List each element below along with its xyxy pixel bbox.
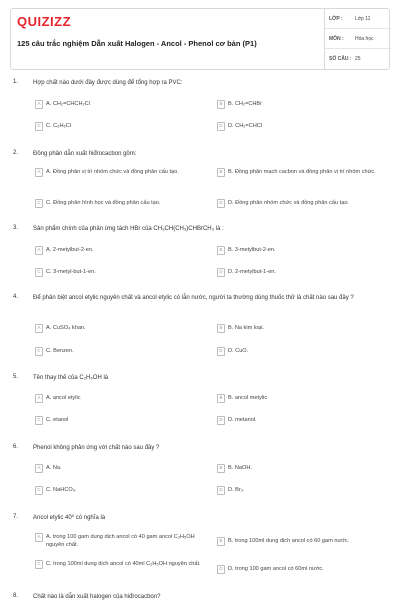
option-b[interactable] bbox=[217, 537, 388, 546]
question-number: 3. bbox=[13, 225, 19, 231]
option-d[interactable] bbox=[217, 199, 393, 208]
option-d[interactable] bbox=[217, 416, 378, 425]
option-text: A. CuSO₄ khan. bbox=[46, 325, 86, 331]
option-b[interactable] bbox=[217, 324, 378, 333]
option-b[interactable] bbox=[217, 464, 378, 473]
meta-row-class bbox=[325, 9, 391, 29]
option-a[interactable] bbox=[35, 324, 196, 333]
option-text: D. CH₂=CHCl bbox=[228, 123, 263, 129]
question-number: 4. bbox=[13, 294, 19, 300]
option-text: B. NaOH. bbox=[228, 465, 252, 471]
question-number: 5. bbox=[13, 374, 19, 380]
option-text: B. Na kim loại. bbox=[228, 325, 265, 331]
option-text: C. etanol bbox=[46, 417, 69, 423]
option-text: B. trong 100ml dung dịch ancol có 60 gam nước. bbox=[228, 538, 350, 544]
option-key-box: C bbox=[35, 560, 43, 569]
meta-value: Hóa học bbox=[355, 35, 374, 42]
option-c[interactable] bbox=[35, 560, 206, 569]
option-text: B. 3-metylbut-2-en. bbox=[228, 247, 276, 253]
question-text: Phenol không phản ứng với chất nào sau đây ? bbox=[33, 445, 160, 451]
option-a[interactable] bbox=[35, 464, 196, 473]
option-a[interactable] bbox=[35, 246, 196, 255]
option-text: C. C₆H₅Cl bbox=[46, 123, 72, 129]
option-text: D. trong 100 gam ancol có 60ml nước. bbox=[228, 566, 324, 572]
option-text: A. Na. bbox=[46, 465, 62, 471]
option-key-box: B bbox=[217, 394, 225, 403]
option-c[interactable] bbox=[35, 122, 196, 131]
option-text: A. 2-metylbut-2-en. bbox=[46, 247, 94, 253]
option-a[interactable] bbox=[35, 168, 196, 177]
option-b[interactable] bbox=[217, 394, 378, 403]
option-c[interactable] bbox=[35, 199, 216, 208]
option-text: C. Benzen. bbox=[46, 348, 74, 354]
option-text: D. metanol. bbox=[228, 417, 257, 423]
option-text: A. Đồng phân vị trí nhóm chức và đồng phân cấu tạo. bbox=[46, 169, 179, 175]
meta-label: LỚP : bbox=[329, 15, 343, 22]
option-key-box: A bbox=[35, 246, 43, 255]
question-number: 2. bbox=[13, 150, 19, 156]
quizizz-logo: QUIZIZZ bbox=[17, 14, 72, 29]
option-key-box: D bbox=[217, 565, 225, 574]
option-text: B. ancol metylic bbox=[228, 395, 268, 401]
option-text: C. Đồng phân hình học và đồng phân cấu tạo. bbox=[46, 200, 161, 206]
meta-value: 25 bbox=[355, 56, 361, 62]
option-key-box: A bbox=[35, 324, 43, 333]
option-key-box: C bbox=[35, 416, 43, 425]
option-c[interactable] bbox=[35, 486, 196, 495]
meta-label: MÔN : bbox=[329, 35, 344, 42]
meta-value: Lớp 11 bbox=[355, 15, 371, 22]
option-text: A. ancol etylic bbox=[46, 395, 81, 401]
option-text: C. 3-metyl-but-1-en. bbox=[46, 269, 96, 275]
option-b[interactable] bbox=[217, 168, 378, 177]
option-key-box: C bbox=[35, 268, 43, 277]
option-b[interactable] bbox=[217, 246, 378, 255]
option-key-box: D bbox=[217, 486, 225, 495]
option-key-box: B bbox=[217, 246, 225, 255]
option-key-box: C bbox=[35, 122, 43, 131]
option-text: D. Đồng phân nhóm chức và đồng phân cấu tạo. bbox=[228, 200, 349, 206]
option-a[interactable] bbox=[35, 100, 196, 109]
option-key-box: D bbox=[217, 347, 225, 356]
question-text: Sản phẩm chính của phản ứng tách HBr của CH₃CH(CH₃)CHBrCH₃ là : bbox=[33, 226, 224, 232]
option-key-box: C bbox=[35, 199, 43, 208]
option-key-box: D bbox=[217, 416, 225, 425]
option-c[interactable] bbox=[35, 268, 196, 277]
option-key-box: A bbox=[35, 100, 43, 109]
meta-label: SỐ CÂU : bbox=[329, 56, 352, 62]
question-text: Ancol etylic 40⁰ có nghĩa là bbox=[33, 515, 106, 521]
option-key-box: B bbox=[217, 537, 225, 546]
option-text: D. Br₂. bbox=[228, 487, 245, 493]
option-d[interactable] bbox=[217, 347, 378, 356]
question-text: Hợp chất nào dưới đây được dùng để tổng hợp ra PVC: bbox=[33, 80, 183, 86]
option-d[interactable] bbox=[217, 565, 388, 574]
option-text: A. CH₂=CHCH₂Cl bbox=[46, 101, 90, 107]
option-key-box: B bbox=[217, 464, 225, 473]
option-text: C. trong 100ml dung dịch ancol có 40ml C₂H₅OH nguyên chất. bbox=[46, 561, 201, 567]
option-key-box: C bbox=[35, 486, 43, 495]
option-key-box: A bbox=[35, 168, 43, 177]
option-text: B. Đồng phân mạch cacbon và đồng phân vị trí nhóm chức. bbox=[228, 169, 376, 175]
option-c[interactable] bbox=[35, 347, 196, 356]
question-number: 8. bbox=[13, 593, 19, 599]
option-key-box: A bbox=[35, 394, 43, 403]
option-key-box: D bbox=[217, 199, 225, 208]
document-header bbox=[10, 8, 390, 70]
question-number: 7. bbox=[13, 514, 19, 520]
option-text: C. NaHCO₃. bbox=[46, 487, 77, 493]
question-text: Tên thay thế của C₂H₅OH là bbox=[33, 375, 109, 381]
option-d[interactable] bbox=[217, 122, 378, 131]
question-text: Đồng phân dẫn xuất hiđrocacbon gồm: bbox=[33, 151, 137, 157]
option-text: B. CH₂=CHBr bbox=[228, 101, 263, 107]
option-key-box: C bbox=[35, 347, 43, 356]
option-text: D. 2-metylbut-1-en. bbox=[228, 269, 276, 275]
question-number: 6. bbox=[13, 444, 19, 450]
meta-row-count bbox=[325, 49, 391, 69]
option-text: A. trong 100 gam dung dịch ancol có 40 gam ancol C₂H₅OH nguyên chất. bbox=[46, 534, 195, 549]
option-key-box: A bbox=[35, 464, 43, 473]
option-key-box: D bbox=[217, 268, 225, 277]
quiz-title: 125 câu trắc nghiệm Dẫn xuất Halogen - Ancol - Phenol cơ bản (P1) bbox=[17, 39, 257, 48]
option-key-box: A bbox=[35, 533, 43, 542]
option-key-box: D bbox=[217, 122, 225, 131]
meta-row-subject bbox=[325, 29, 391, 49]
option-key-box: B bbox=[217, 324, 225, 333]
option-c[interactable] bbox=[35, 416, 196, 425]
option-text: D. CuO. bbox=[228, 348, 249, 354]
question-number: 1. bbox=[13, 79, 19, 85]
option-a[interactable] bbox=[35, 394, 196, 403]
option-a[interactable] bbox=[35, 533, 206, 549]
option-key-box: B bbox=[217, 168, 225, 177]
question-text: Để phân biệt ancol etylic nguyên chất và ancol etylic có lẫn nước, người ta thường dùng thuốc thử là chất nào sau đây ? bbox=[33, 295, 354, 301]
question-text: Chất nào là dẫn xuất halogen của hiđrocacbon? bbox=[33, 594, 161, 600]
option-d[interactable] bbox=[217, 268, 378, 277]
option-key-box: B bbox=[217, 100, 225, 109]
option-b[interactable] bbox=[217, 100, 378, 109]
option-d[interactable] bbox=[217, 486, 378, 495]
meta-table bbox=[324, 9, 391, 69]
